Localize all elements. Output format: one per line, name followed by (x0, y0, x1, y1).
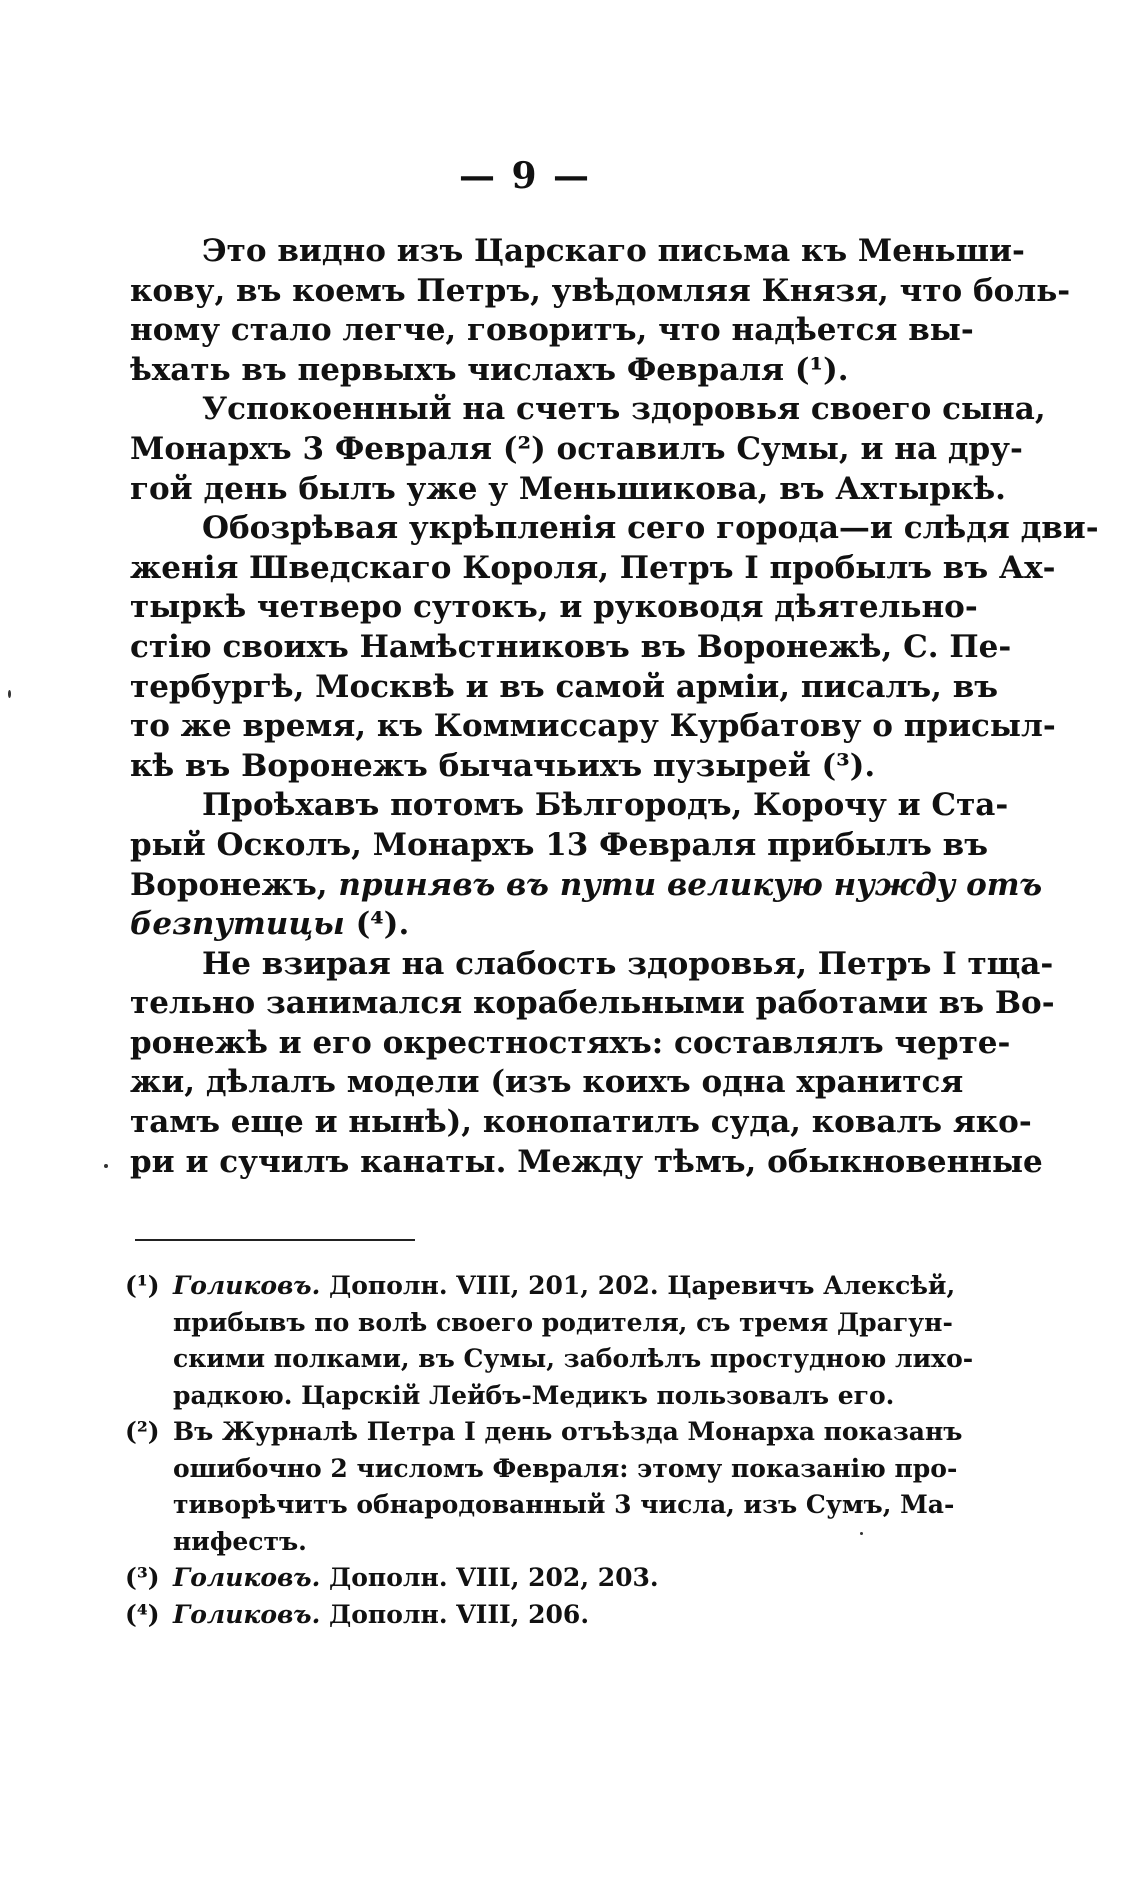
scan-speck (104, 1164, 108, 1168)
footnote-text: Дополн. VIII, 202, 203. (329, 1563, 659, 1592)
scan-speck (860, 1532, 863, 1535)
text-line: Это видно изъ Царскаго письма къ Меньши- (202, 233, 1025, 269)
footnote-line (173, 1268, 956, 1305)
text-line (130, 905, 920, 945)
text-line: ѣхать въ первыхъ числахъ Февраля (¹). (130, 351, 849, 388)
italic-quote: принявъ въ пути великую нужду отъ (338, 866, 1043, 903)
text-line: то же время, къ Коммиссару Курбатову о присыл- (130, 708, 1056, 745)
main-text (130, 232, 1099, 1182)
footnote-text: Дополн. VIII, 206. (329, 1599, 590, 1629)
italic-quote: безпутицы (130, 906, 345, 943)
paragraph-4 (130, 786, 1043, 944)
paragraph-1 (130, 232, 1071, 390)
text-line: Монархъ 3 Февраля (²) оставилъ Сумы, и на дру- (130, 430, 1023, 467)
text-line: Не взирая на слабость здоровья, Петръ I тща- (202, 945, 1054, 982)
footnote-divider (135, 1239, 415, 1241)
text-span: (⁴). (355, 906, 410, 943)
text-line: кову, въ коемъ Петръ, увѣдомляя Князя, что боль- (130, 272, 1071, 309)
text-line: ному стало легче, говоритъ, что надѣется вы- (130, 312, 974, 349)
footnote-line: скими полками, въ Сумы, заболѣлъ простудною лихо- (173, 1344, 974, 1373)
footnote-line: прибывъ по волѣ своего родителя, съ тремя Драгун- (173, 1307, 953, 1337)
footnote-line: Въ Журналѣ Петра I день отъѣзда Монарха показанъ (173, 1417, 963, 1446)
footnote-mark: (⁴) (125, 1599, 160, 1629)
text-line: женія Шведскаго Короля, Петръ I пробылъ въ Ах- (130, 549, 1056, 586)
footnote-text: Дополн. VIII, 201, 202. Царевичъ Алексѣй, (329, 1271, 956, 1300)
text-line: стію своихъ Намѣстниковъ въ Воронежѣ, С. Пе- (130, 628, 1012, 665)
text-line (130, 866, 1043, 906)
text-line: гой день былъ уже у Меньшикова, въ Ахтыркѣ. (130, 470, 1006, 507)
footnote-line (173, 1560, 920, 1597)
footnote-3 (125, 1560, 920, 1597)
footnote-line: радкою. Царскій Лейбъ-Медикъ пользовалъ его. (173, 1380, 895, 1410)
footnote-line: ошибочно 2 числомъ Февраля: этому показанію про- (173, 1453, 958, 1483)
text-line: ронежѣ и его окрестностяхъ: составлялъ черте- (130, 1024, 1011, 1061)
text-line: тамъ еще и нынѣ), конопатилъ суда, ковалъ яко- (130, 1104, 1032, 1141)
footnote-line (173, 1597, 920, 1634)
footnote-line: нифестъ. (173, 1526, 307, 1556)
footnote-author: Голиковъ. (173, 1563, 321, 1592)
footnote-4 (125, 1597, 920, 1634)
footnotes (125, 1268, 974, 1633)
text-line: ри и сучилъ канаты. Между тѣмъ, обыкновенные (130, 1143, 1043, 1180)
footnote-mark: (²) (125, 1417, 160, 1446)
text-line: Обозрѣвая укрѣпленія сего города—и слѣдя дви- (202, 510, 1099, 547)
paragraph-5 (130, 945, 1055, 1183)
footnote-line: тиворѣчитъ обнародованный 3 числа, изъ Сумъ, Ма- (173, 1490, 955, 1519)
paragraph-2 (130, 390, 1046, 509)
text-line: Проѣхавъ потомъ Бѣлгородъ, Корочу и Ста- (202, 787, 1009, 824)
page-number: — 9 — (458, 155, 592, 197)
text-line: рый Осколъ, Монархъ 13 Февраля прибылъ въ (130, 826, 988, 863)
paragraph-3 (130, 509, 1099, 786)
footnote-mark: (¹) (125, 1271, 160, 1300)
text-span: Воронежъ, (130, 866, 328, 903)
footnote-1 (125, 1268, 974, 1414)
text-line: Успокоенный на счетъ здоровья своего сына, (202, 391, 1046, 428)
footnote-author: Голиковъ. (173, 1271, 321, 1300)
text-line: жи, дѣлалъ модели (изъ коихъ одна хранится (130, 1064, 964, 1101)
footnote-mark: (³) (125, 1563, 160, 1592)
text-line: тыркѣ четверо сутокъ, и руководя дѣятельно- (130, 589, 978, 626)
footnote-2 (125, 1414, 963, 1560)
scan-speck (8, 690, 11, 698)
text-line: тельно занимался корабельными работами въ Во- (130, 985, 1055, 1022)
text-line: кѣ въ Воронежъ бычачьихъ пузырей (³). (130, 747, 876, 784)
text-line: тербургѣ, Москвѣ и въ самой арміи, писалъ, въ (130, 668, 999, 705)
footnote-author: Голиковъ. (173, 1599, 321, 1629)
